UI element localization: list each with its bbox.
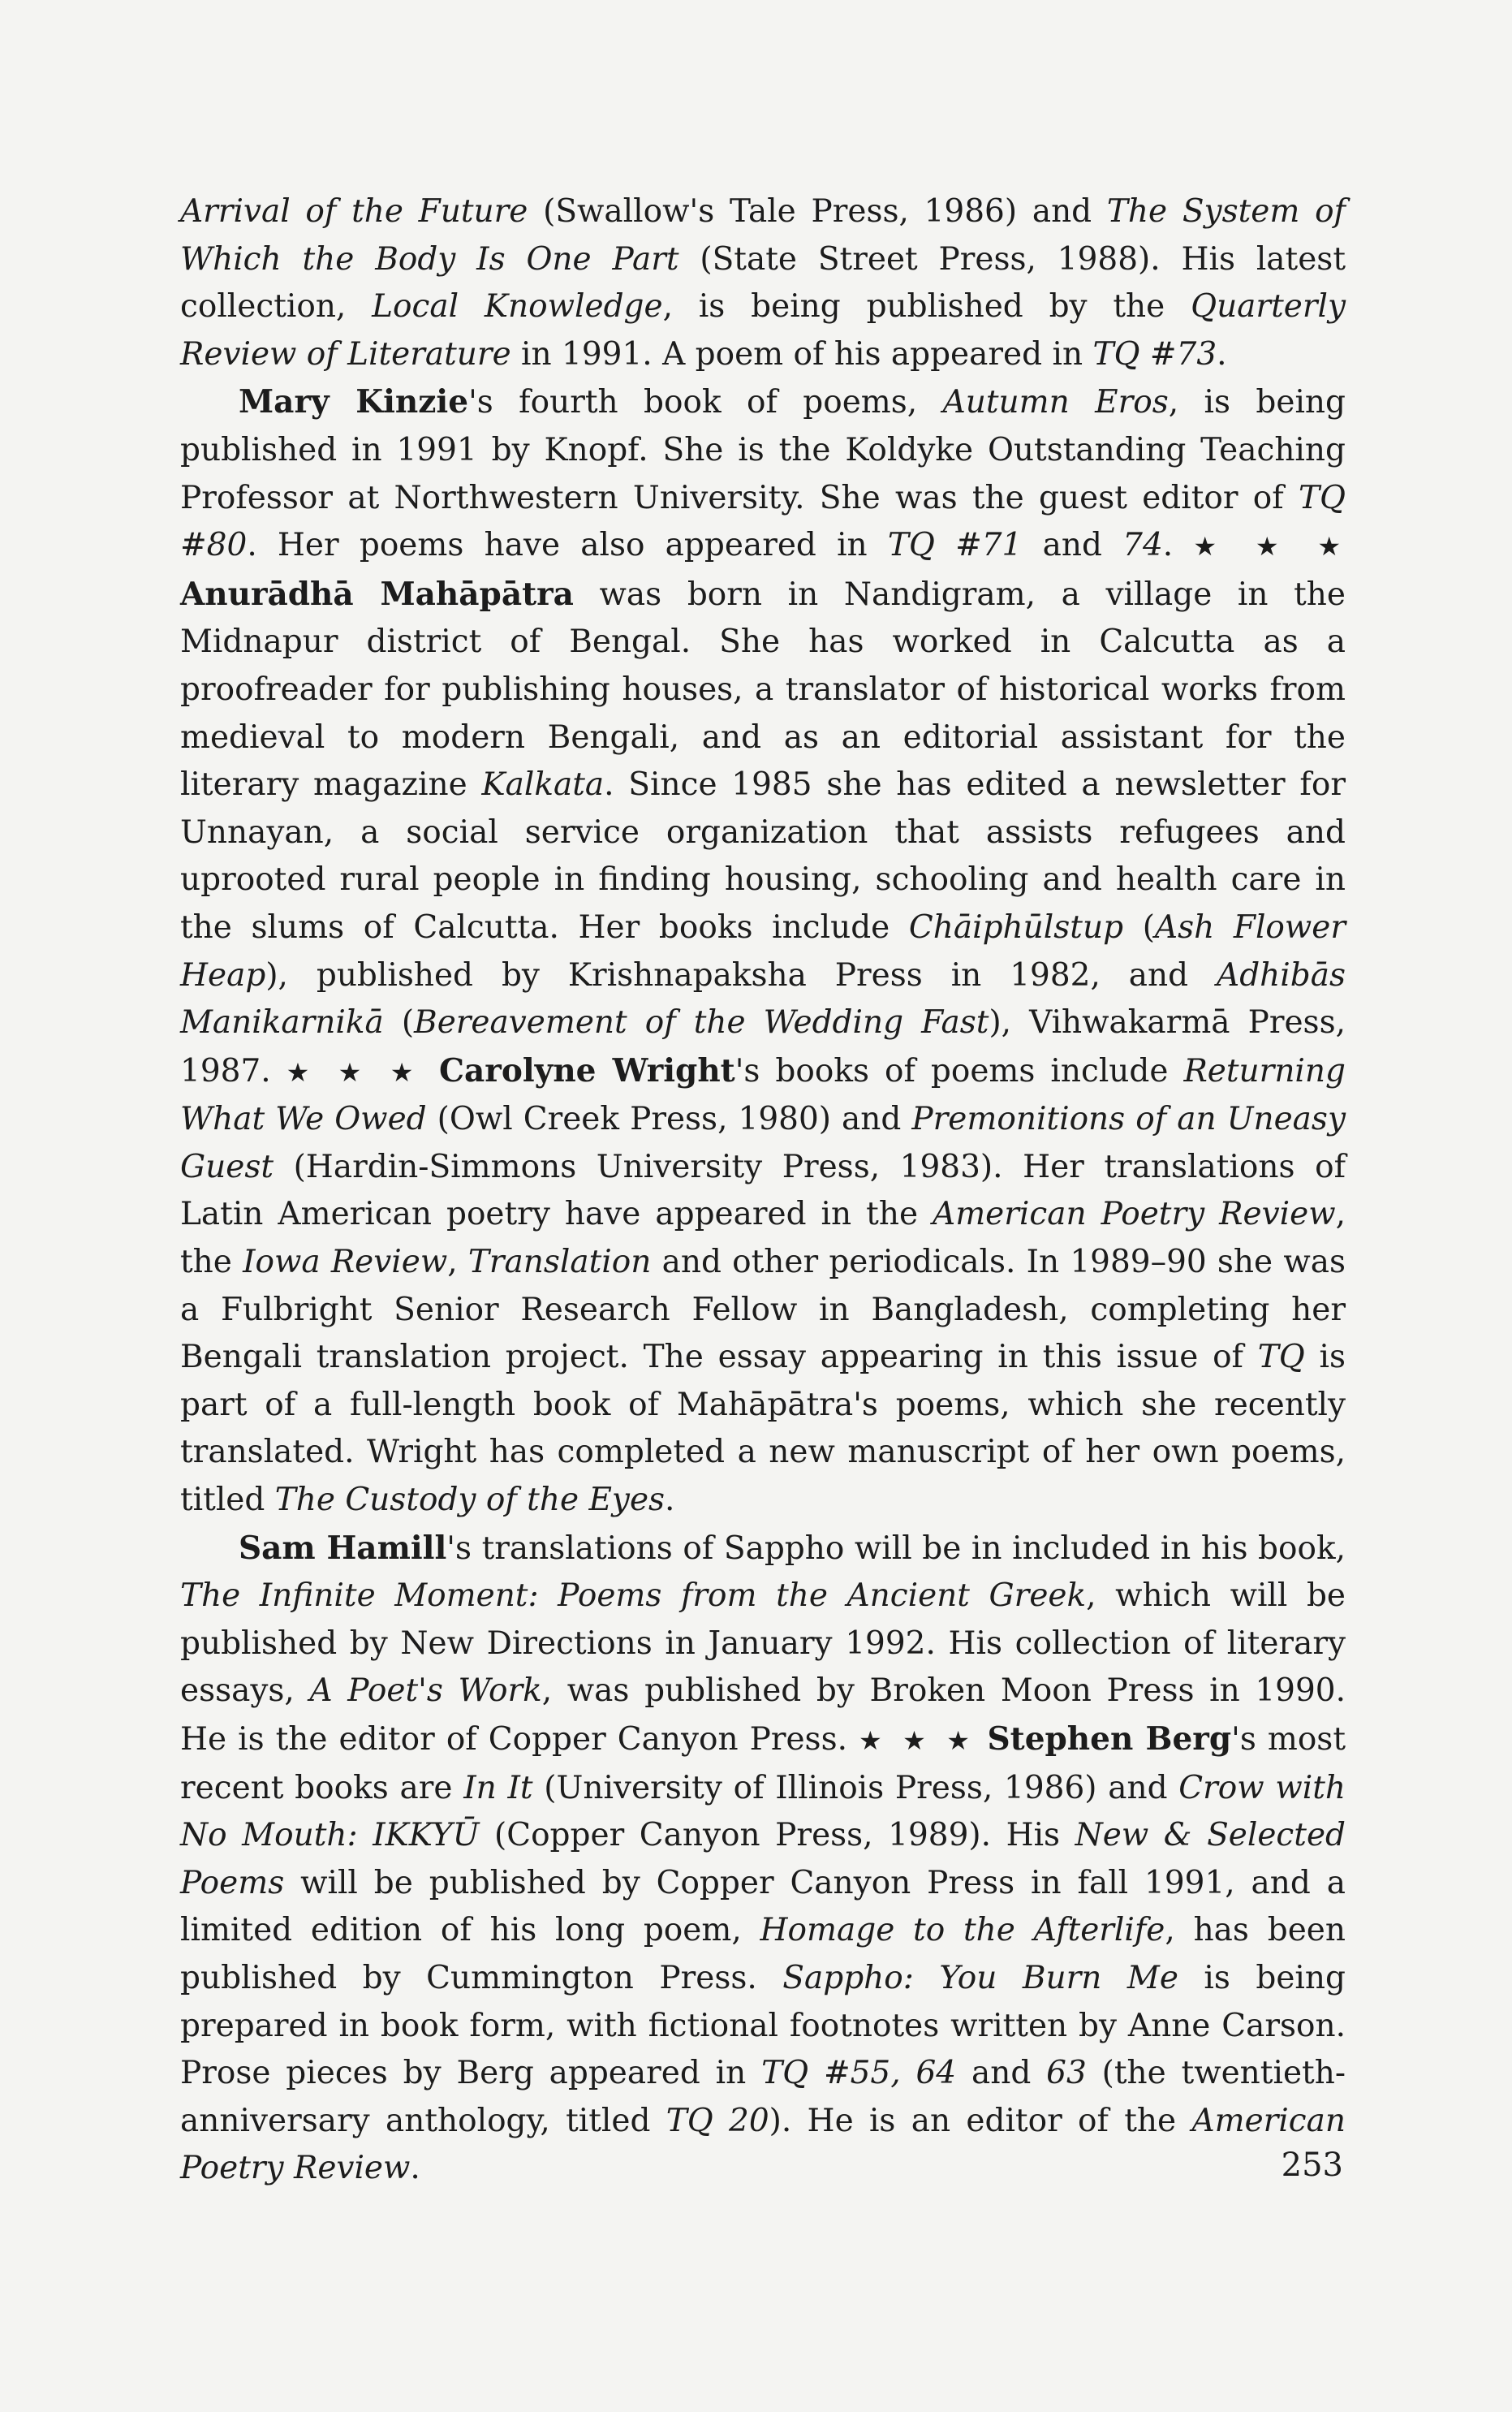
italic-title: Translation <box>467 1244 652 1281</box>
text-run: ), published by Krishnapaksha Press in 1982, and <box>265 956 1217 994</box>
text-run: , was published by Broken Moon Press in 1990. He is the editor of Copper Canyon Press. <box>180 1672 1346 1758</box>
italic-title: The System of Which the Body Is One Part <box>180 193 1346 278</box>
italic-title: Crow with No Mouth: IKKYŪ <box>180 1769 1346 1854</box>
paragraph <box>180 188 1346 378</box>
italic-title: American Poetry Review <box>180 2102 1346 2187</box>
text-run: and other periodicals. In 1989–90 she was a Fulbright Senior Research Fellow in Bangladesh, completing her Bengali translation project. The essay appearing in this issue of <box>180 1244 1346 1376</box>
text-run: (University of Illinois Press, 1986) and <box>532 1769 1179 1806</box>
contributor-name: Carolyne Wright <box>438 1051 735 1089</box>
text-run: was born in Nandigram, a village in the Midnapur district of Bengal. She has worked in Calcutta as a proofreader for publishing houses, a translator of historical works from medieval to modern Bengali, and as an editorial assistant for the literary magazine <box>180 576 1346 804</box>
italic-title: Sappho: You Burn Me <box>782 1959 1178 1996</box>
italic-title: TQ #55, 64 <box>761 2055 957 2092</box>
italic-title: A Poet's Work <box>309 1672 542 1710</box>
text-run: , is being published by the <box>662 288 1191 326</box>
contributor-name: Stephen Berg <box>987 1720 1232 1758</box>
text-run: and <box>956 2055 1047 2092</box>
italic-title: 74 <box>1122 527 1163 564</box>
text-run: 's most recent books are <box>180 1721 1346 1806</box>
text-run: . <box>410 2150 420 2187</box>
text-run: (the twentieth-anniversary anthology, titled <box>180 2055 1346 2139</box>
italic-title: TQ #80 <box>180 479 1346 564</box>
text-run: ), Vihwakarmā Press, 1987. <box>180 1004 1346 1089</box>
text-run: 's fourth book of poems, <box>468 384 943 421</box>
italic-title: New & Selected Poems <box>180 1817 1346 1901</box>
text-run: is part of a full-length book of Mahāpātra's poems, which she recently translated. Wright has completed a new manuscript of her own poems, titled <box>180 1339 1346 1519</box>
italic-title: The Custody of the Eyes <box>274 1482 666 1519</box>
star-separator-icon: ★ ★ ★ <box>1193 531 1346 563</box>
italic-title: TQ <box>1257 1339 1305 1376</box>
italic-title: Autumn Eros <box>942 384 1169 421</box>
star-separator-icon: ★ ★ ★ <box>859 1725 976 1756</box>
text-run <box>424 1053 439 1089</box>
text-run: ( <box>383 1004 415 1042</box>
text-run: ). He is an editor of the <box>769 2102 1192 2139</box>
text-run: and <box>1022 527 1123 564</box>
text-run: , has been published by Cummington Press. <box>180 1912 1346 1996</box>
italic-title: Chāiphūlstup <box>908 908 1124 946</box>
contributor-name: Mary Kinzie <box>239 383 469 421</box>
text-run: , which will be published by New Directions in January 1992. His collection of literary essays, <box>180 1577 1346 1710</box>
page-number: 253 <box>1281 2147 1343 2184</box>
text-run: . <box>665 1482 675 1519</box>
italic-title: Adhibās Manikarnikā <box>180 956 1346 1042</box>
text-run: 's books of poems include <box>734 1052 1184 1089</box>
paragraph <box>180 1525 1346 2193</box>
text-run: (Copper Canyon Press, 1989). His <box>479 1817 1075 1854</box>
text-run: is being prepared in book form, with fictional footnotes written by Anne Carson. Prose pieces by Berg appeared in <box>180 1959 1346 2092</box>
star-separator-icon: ★ ★ ★ <box>286 1056 424 1088</box>
italic-title: Iowa Review <box>243 1244 448 1281</box>
text-run: , is being published in 1991 by Knopf. She is the Koldyke Outstanding Teaching Professor at Northwestern University. She was the guest editor of <box>180 384 1346 516</box>
contributor-name: Anurādhā Mahāpātra <box>180 575 574 613</box>
text-run: (Swallow's Tale Press, 1986) and <box>528 193 1107 230</box>
text-run: (Hardin-Simmons University Press, 1983). Her translations of Latin American poetry have appeared in the <box>180 1148 1346 1233</box>
italic-title: Local Knowledge <box>372 288 663 326</box>
text-run: in 1991. A poem of his appeared in <box>510 335 1093 373</box>
text-run: (State Street Press, 1988). His latest collection, <box>180 240 1346 326</box>
italic-title: Arrival of the Future <box>180 193 528 230</box>
italic-title: American Poetry Review <box>933 1196 1336 1233</box>
italic-title: Kalkata <box>481 766 605 804</box>
italic-title: Premonitions of an Uneasy Guest <box>180 1101 1346 1185</box>
italic-title: TQ #73 <box>1092 335 1217 373</box>
italic-title: Homage to the Afterlife <box>760 1912 1165 1949</box>
italic-title: In It <box>463 1769 533 1806</box>
text-run: will be published by Copper Canyon Press in fall 1991, and a limited edition of his long poem, <box>180 1864 1346 1949</box>
text-run: 's translations of Sappho will be in included in his book, <box>446 1530 1346 1567</box>
contributor-name: Sam Hamill <box>239 1529 447 1567</box>
italic-title: TQ 20 <box>666 2102 769 2139</box>
text-run: . <box>1217 335 1227 373</box>
italic-title: Ash Flower Heap <box>180 908 1346 994</box>
text-run: . <box>1162 527 1194 564</box>
italic-title: Bereavement of the Wedding Fast <box>414 1004 989 1042</box>
text-run: , the <box>180 1196 1346 1281</box>
italic-title: Returning What We Owed <box>180 1052 1346 1138</box>
italic-title: The Infinite Moment: Poems from the Ancient Greek <box>180 1577 1087 1615</box>
italic-title: Quarterly Review of Literature <box>180 288 1346 373</box>
italic-title: TQ #71 <box>887 527 1023 564</box>
text-run: ( <box>1123 908 1155 946</box>
text-run <box>976 1721 988 1758</box>
text-run: . Since 1985 she has edited a newsletter for Unnayan, a social service organization that assists refugees and uprooted rural people in finding housing, schooling and health care in the slums of Calcutta. Her books include <box>180 766 1346 946</box>
italic-title: 63 <box>1046 2055 1087 2092</box>
paragraph <box>180 378 1346 1524</box>
text-run: , <box>447 1244 468 1281</box>
contributors-notes-text <box>180 188 1346 2193</box>
text-run: (Owl Creek Press, 1980) and <box>426 1101 912 1138</box>
text-run: . Her poems have also appeared in <box>247 527 888 564</box>
